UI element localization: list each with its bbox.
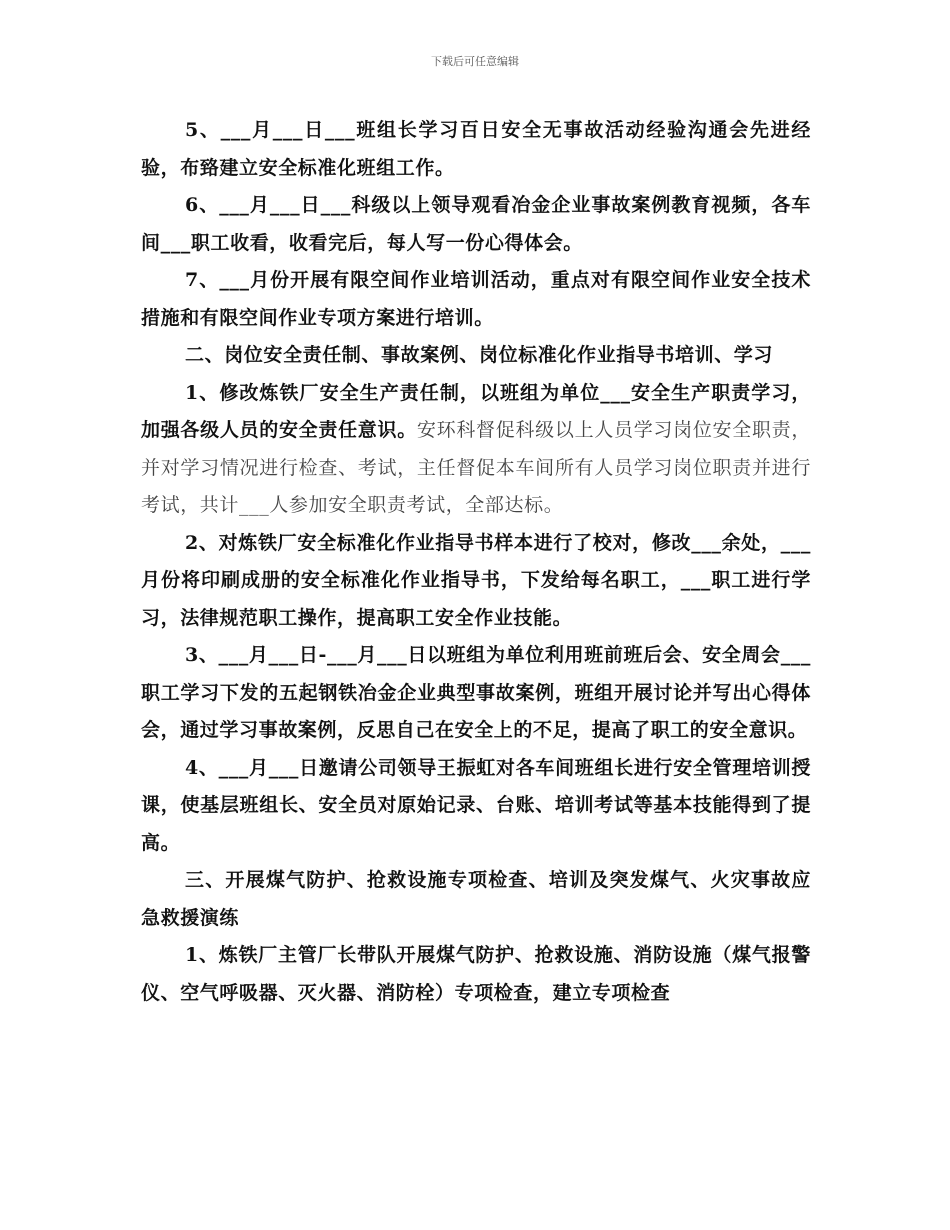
paragraph-2-1 [141,375,811,525]
section-heading-2: 二、岗位安全责任制、事故案例、岗位标准化作业指导书培训、学习 [185,344,774,366]
paragraph-3-1: 1、炼铁厂主管厂长带队开展煤气防护、抢救设施、消防设施（煤气报警仪、空气呼吸器、灭火器、消防栓）专项检查，建立专项检查 [141,944,811,1004]
section-heading-3: 三、开展煤气防护、抢救设施专项检查、培训及突发煤气、火灾事故应急救援演练 [141,869,811,929]
paragraph-2-2: 2、对炼铁厂安全标准化作业指导书样本进行了校对，修改___余处，___月份将印刷成册的安全标准化作业指导书，下发给每名职工，___职工进行学习，法律规范职工操作，提高职工安全作业技能。 [141,531,811,629]
paragraph-item-6: 6、___月___日___科级以上领导观看冶金企业事故案例教育视频，各车间___职工收看，收看完后，每人写一份心得体会。 [141,194,811,254]
paragraph-2-1-plain: 安环科督促科级以上人员学习岗位安全职责，并对学习情况进行检查、考试，主任督促本车间所有人员学习岗位职责并进行考试，共计___人参加安全职责考试，全部达标。 [141,419,811,516]
paragraph-2-3: 3、___月___日-___月___日以班组为单位利用班前班后会、安全周会___职工学习下发的五起钢铁冶金企业典型事故案例，班组开展讨论并写出心得体会，通过学习事故案例，反思自己在安全上的不足，提高了职工的安全意识。 [141,644,811,741]
paragraph-2-1-bold: 1、修改炼铁厂安全生产责任制，以班组为单位___安全生产职责学习，加强各级人员的安全责任意识。 [141,381,811,441]
paragraph-item-7: 7、___月份开展有限空间作业培训活动，重点对有限空间作业安全技术措施和有限空间作业专项方案进行培训。 [141,269,811,329]
page-header: 下载后可任意编辑 [431,55,519,68]
paragraph-item-5: 5、___月___日___班组长学习百日安全无事故活动经验沟通会先进经验，布臵建立安全标准化班组工作。 [141,119,811,179]
paragraph-2-4: 4、___月___日邀请公司领导王振虹对各车间班组长进行安全管理培训授课，使基层班组长、安全员对原始记录、台账、培训考试等基本技能得到了提高。 [141,756,811,854]
document-body [141,112,811,1012]
